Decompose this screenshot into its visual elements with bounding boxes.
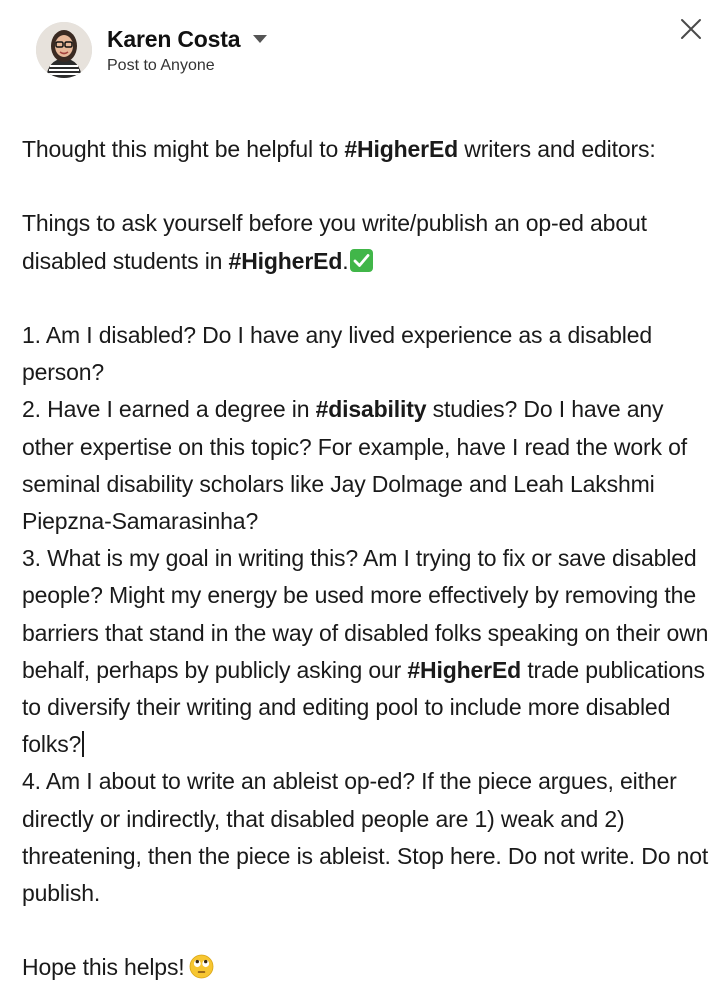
avatar <box>36 22 92 78</box>
blank-line <box>22 280 712 317</box>
author-identity <box>107 26 268 75</box>
things-paragraph: Things to ask yourself before you write/publish an op-ed about disabled students in #HigherEd. <box>22 210 647 274</box>
question-4: 4. Am I about to write an ableist op-ed? If the piece argues, either directly or indirectly, that disabled people are 1) weak and 2) threatening, then the piece is ableist. Stop here. Do not write. Do not publish. <box>22 768 709 907</box>
closing-paragraph: Hope this helps! <box>22 949 712 986</box>
question-1: 1. Am I disabled? Do I have any lived experience as a disabled person? <box>22 321 652 386</box>
author-switcher[interactable] <box>107 26 268 53</box>
blank-line <box>22 912 712 949</box>
close-icon <box>680 18 702 40</box>
visibility-selector[interactable]: Post to Anyone <box>107 56 215 74</box>
hashtag-link[interactable]: #disability <box>315 396 427 423</box>
blank-line <box>22 168 712 205</box>
author-header <box>36 22 268 78</box>
question-3: 3. What is my goal in writing this? Am I trying to fix or save disabled people? Might my energy be used more effectively by removing the barriers that stand in the way of disabled folks speaking on their own behalf, perhaps by publicly asking our #HigherEd trade publications to diversify their writing and editing pool to include more disabled folks? <box>22 545 709 758</box>
hashtag-link[interactable]: #HigherEd <box>228 247 343 274</box>
author-name: Karen Costa <box>107 25 241 52</box>
chevron-down-icon[interactable] <box>252 34 268 44</box>
close-button[interactable] <box>676 14 706 44</box>
hashtag-link[interactable]: #HigherEd <box>407 656 522 683</box>
hashtag-link[interactable]: #HigherEd <box>344 136 459 162</box>
face-with-rolling-eyes-emoji <box>189 954 214 979</box>
post-text-editor[interactable] <box>22 131 712 987</box>
text-cursor <box>82 731 84 757</box>
question-2: 2. Have I earned a degree in #disability studies? Do I have any other expertise on this topic? For example, have I read the work of seminal disability scholars like Jay Dolmage and Leah Lakshmi Piepzna-Samarasinha? <box>22 396 687 534</box>
white-check-mark-emoji <box>350 249 373 272</box>
intro-paragraph: Thought this might be helpful to #HigherEd writers and editors: <box>22 136 656 162</box>
